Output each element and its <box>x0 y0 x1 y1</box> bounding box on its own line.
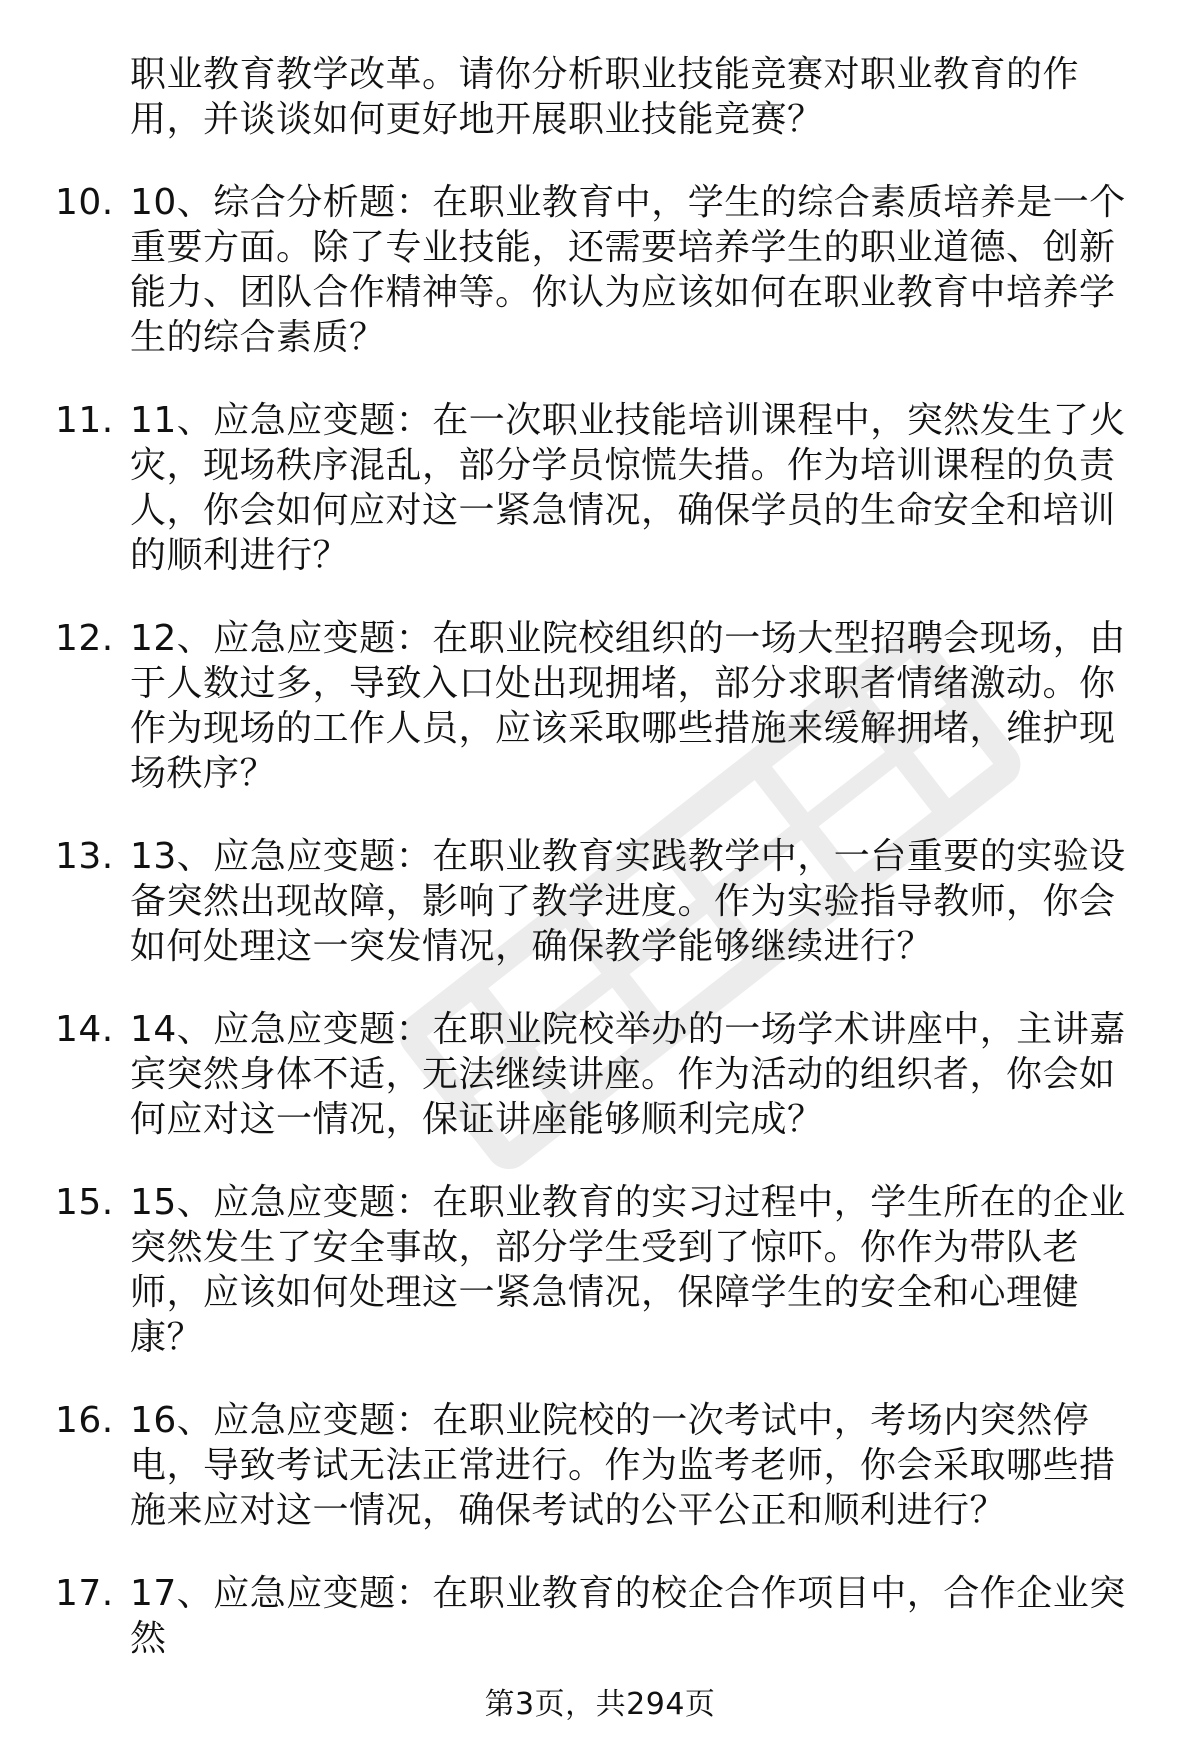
item-text: 12、应急应变题：在职业院校组织的一场大型招聘会现场，由于人数过多，导致入口处出现拥堵，部分求职者情绪激动。你作为现场的工作人员，应该采取哪些措施来缓解拥堵，维护现场秩序？ <box>130 618 1126 794</box>
item-number: 17. <box>55 1573 114 1614</box>
continued-paragraph: 职业教育教学改革。请你分析职业技能竞赛对职业教育的作用，并谈谈如何更好地开展职业技能竞赛？ <box>130 54 1080 140</box>
list-item <box>0 1180 1200 1360</box>
item-number: 13. <box>55 836 114 877</box>
item-text: 16、应急应变题：在职业院校的一次考试中，考场内突然停电，导致考试无法正常进行。作为监考老师，你会采取哪些措施来应对这一情况，确保考试的公平公正和顺利进行？ <box>130 1400 1116 1531</box>
item-number: 10. <box>55 182 114 223</box>
item-text: 17、应急应变题：在职业教育的校企合作项目中，合作企业突然 <box>130 1573 1126 1659</box>
item-number: 12. <box>55 618 114 659</box>
item-number: 11. <box>55 400 114 441</box>
item-text: 10、综合分析题：在职业教育中，学生的综合素质培养是一个重要方面。除了专业技能，还需要培养学生的职业道德、创新能力、团队合作精神等。你认为应该如何在职业教育中培养学生的综合素质？ <box>130 182 1126 358</box>
list-item <box>0 398 1200 578</box>
item-text: 11、应急应变题：在一次职业技能培训课程中，突然发生了火灾，现场秩序混乱，部分学员惊慌失措。作为培训课程的负责人，你会如何应对这一紧急情况，确保学员的生命安全和培训的顺利进行？ <box>130 400 1126 576</box>
list-item <box>0 834 1200 969</box>
document-content <box>0 52 1200 1661</box>
list-item <box>0 180 1200 360</box>
list-item <box>0 1571 1200 1661</box>
item-text: 14、应急应变题：在职业院校举办的一场学术讲座中，主讲嘉宾突然身体不适，无法继续讲座。作为活动的组织者，你会如何应对这一情况，保证讲座能够顺利完成？ <box>130 1009 1126 1140</box>
item-text: 13、应急应变题：在职业教育实践教学中，一台重要的实验设备突然出现故障，影响了教学进度。作为实验指导教师，你会如何处理这一突发情况，确保教学能够继续进行？ <box>130 836 1126 967</box>
page-footer: 第3页，共294页 <box>484 1687 716 1722</box>
list-item <box>0 1398 1200 1533</box>
item-number: 14. <box>55 1009 114 1050</box>
item-text: 15、应急应变题：在职业教育的实习过程中，学生所在的企业突然发生了安全事故，部分学生受到了惊吓。你作为带队老师，应该如何处理这一紧急情况，保障学生的安全和心理健康？ <box>130 1182 1126 1358</box>
list-item <box>0 1007 1200 1142</box>
item-number: 15. <box>55 1182 114 1223</box>
list-item <box>0 616 1200 796</box>
item-number: 16. <box>55 1400 114 1441</box>
